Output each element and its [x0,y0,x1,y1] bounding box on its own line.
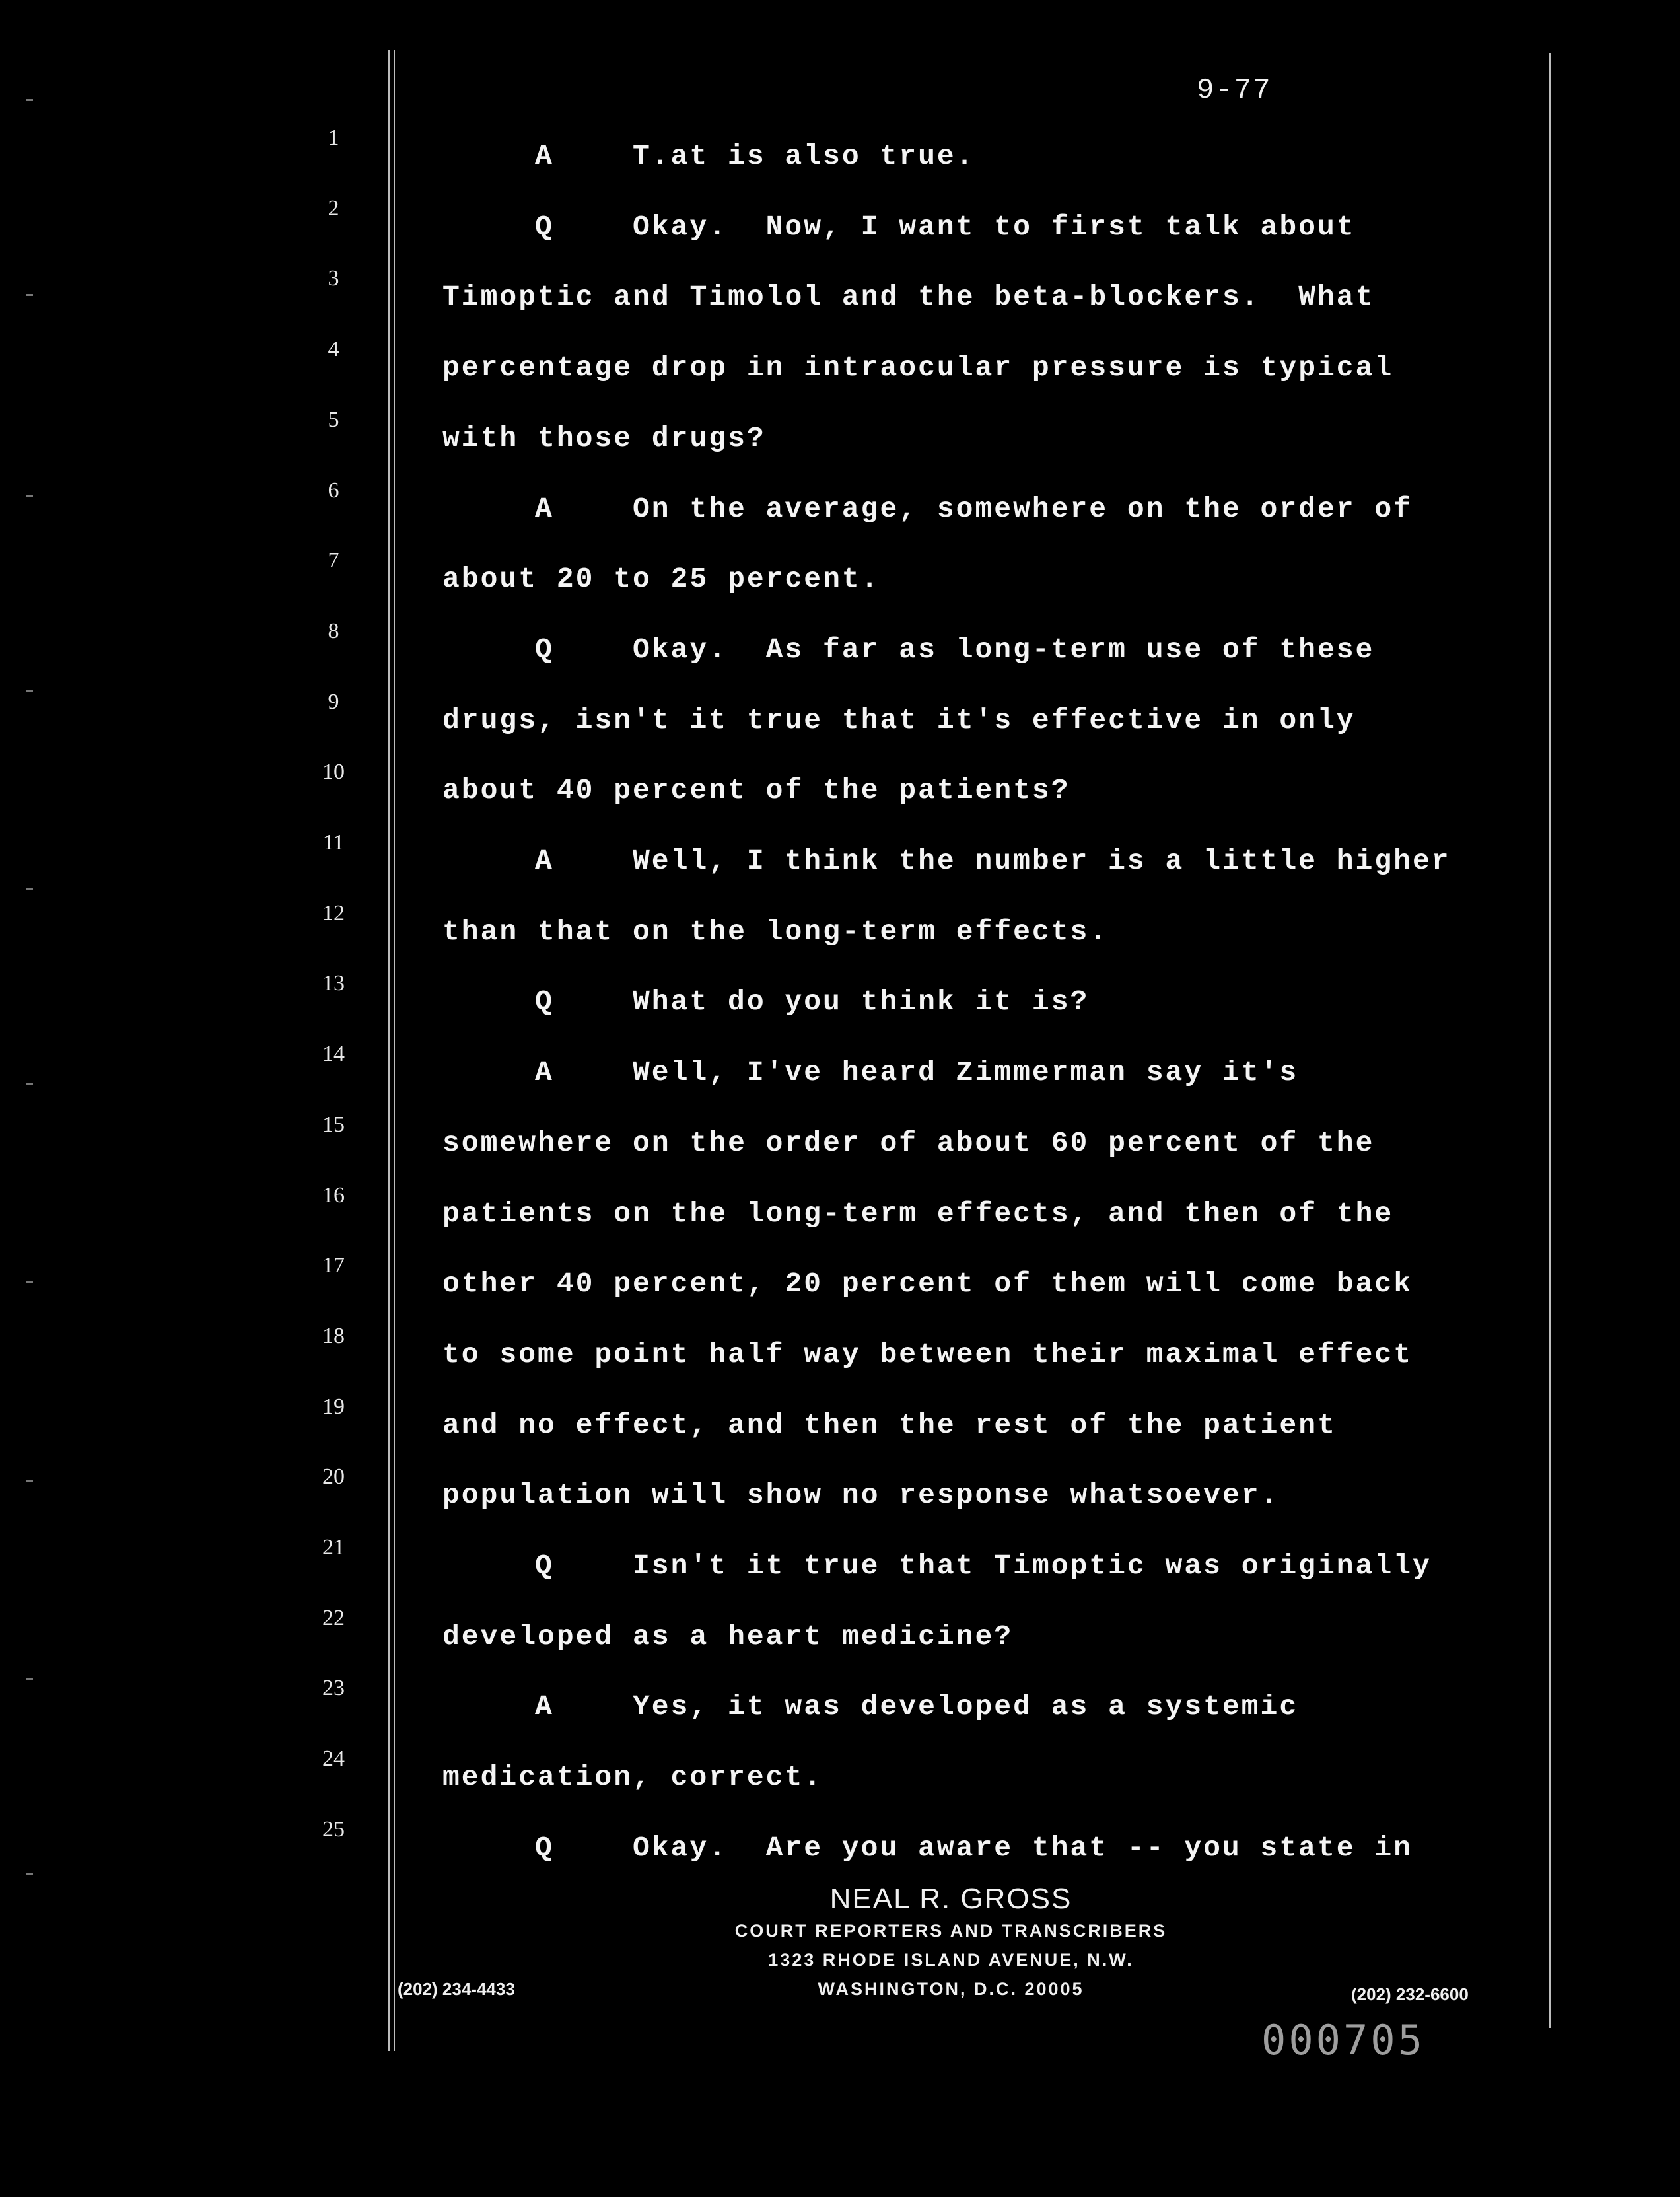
transcript-line [535,493,1413,525]
transcript-line [442,422,766,454]
transcript-line [442,281,1374,313]
scan-artifact [26,495,33,497]
line-number: 12 [322,901,345,925]
transcript-line [535,1056,1298,1089]
scan-artifact [26,1083,33,1085]
transcript-text: Well, I think the number is a little higher [633,845,1451,877]
speaker-label: Q [535,986,554,1018]
transcript-line [535,1832,1413,1864]
speaker-label: Q [535,1832,554,1864]
line-number: 15 [322,1112,345,1137]
transcript-line [442,1268,1413,1300]
line-number: 10 [322,760,345,784]
transcript-text: patients on the long-term effects, and then of the [442,1198,1394,1230]
transcript-line [442,1198,1393,1230]
transcript-text: with those drugs? [442,422,766,454]
transcript-line [442,563,880,595]
speaker-label: A [535,493,554,525]
transcript-text: to some point half way between their maximal effect [442,1338,1413,1371]
line-number: 18 [322,1324,345,1348]
transcript-text: drugs, isn't it true that it's effective in only [442,704,1356,737]
line-number: 21 [322,1535,345,1560]
transcript-text: Well, I've heard Zimmerman say it's [633,1056,1299,1089]
transcript-text: than that on the long-term effects. [442,916,1109,948]
reporter-city: WASHINGTON, D.C. 20005 [818,1979,1084,1999]
transcript-text: Okay. Now, I want to first talk about [633,211,1356,243]
transcript-line [535,633,1374,666]
transcript-line [442,1620,1013,1653]
line-number: 17 [322,1253,345,1278]
left-margin-rule-inner [394,50,395,2051]
transcript-line [442,1338,1413,1371]
scan-artifact [26,1480,33,1482]
speaker-label: A [535,845,554,877]
bates-number: 000705 [1261,2016,1425,2064]
transcript-line [442,1761,823,1793]
line-number: 14 [322,1042,345,1066]
speaker-label: Q [535,211,554,243]
left-margin-rule [388,50,390,2051]
scan-artifact [26,690,33,692]
line-number: 25 [322,1817,345,1842]
scan-artifact [26,294,33,296]
transcript-line [442,774,1070,807]
speaker-label: A [535,1056,554,1089]
scan-artifact [26,99,33,101]
transcript-text: percentage drop in intraocular pressure is typical [442,351,1394,384]
line-number: 7 [328,548,339,573]
line-number: 4 [328,337,339,361]
transcript-text: other 40 percent, 20 percent of them will come back [442,1268,1413,1300]
page-number: 9-77 [1197,74,1272,107]
line-number: 19 [322,1394,345,1419]
transcript-line [535,1690,1298,1723]
line-number: 16 [322,1183,345,1207]
transcript-line [535,845,1451,877]
line-number: 11 [322,830,345,855]
transcript-text: Isn't it true that Timoptic was originally [633,1550,1432,1582]
line-number: 13 [322,971,345,995]
transcript-text: T.at is also true. [633,140,975,172]
phone-number-right: (202) 232-6600 [1351,1984,1469,2004]
transcript-line [535,211,1356,243]
transcript-text: Timoptic and Timolol and the beta-blockers. What [442,281,1375,313]
line-number: 23 [322,1676,345,1700]
transcript-line [442,1409,1337,1441]
scan-artifact [26,1678,33,1680]
transcript-text: about 40 percent of the patients? [442,774,1070,807]
transcript-line [442,1127,1374,1159]
scan-artifact [26,888,33,890]
transcript-text: population will show no response whatsoever. [442,1479,1280,1511]
speaker-label: A [535,1690,554,1723]
reporter-title: COURT REPORTERS AND TRANSCRIBERS [734,1921,1168,1941]
line-number: 3 [328,266,339,291]
reporter-address: 1323 RHODE ISLAND AVENUE, N.W. [768,1950,1134,1970]
transcript-text: What do you think it is? [633,986,1090,1018]
transcript-text: somewhere on the order of about 60 percent of the [442,1127,1375,1159]
line-number: 8 [328,619,339,643]
phone-number-left: (202) 234-4433 [398,1979,515,1999]
transcript-line [442,1479,1279,1511]
transcript-text: and no effect, and then the rest of the patient [442,1409,1337,1441]
line-number: 1 [328,126,339,150]
reporter-name: NEAL R. GROSS [829,1883,1072,1915]
line-number: 9 [328,690,339,714]
speaker-label: Q [535,633,554,666]
transcript-line [442,351,1393,384]
transcript-text: developed as a heart medicine? [442,1620,1014,1653]
speaker-label: A [535,140,554,172]
line-number: 5 [328,408,339,432]
scan-artifact [26,1281,33,1283]
transcript-line [442,704,1356,737]
scan-artifact [26,1873,33,1875]
transcript-text: Okay. As far as long-term use of these [633,633,1375,666]
right-margin-rule [1549,53,1551,2028]
transcript-text: medication, correct. [442,1761,823,1793]
line-number: 24 [322,1747,345,1771]
speaker-label: Q [535,1550,554,1582]
transcript-line [535,140,975,172]
line-number: 2 [328,196,339,221]
line-number: 20 [322,1464,345,1489]
transcript-text: Yes, it was developed as a systemic [633,1690,1299,1723]
transcript-line [535,1550,1432,1582]
transcript-line [535,986,1089,1018]
transcript-text: about 20 to 25 percent. [442,563,880,595]
transcript-text: Okay. Are you aware that -- you state in [633,1832,1413,1864]
line-number: 6 [328,478,339,503]
transcript-line [442,916,1108,948]
line-number: 22 [322,1606,345,1630]
transcript-text: On the average, somewhere on the order of [633,493,1413,525]
